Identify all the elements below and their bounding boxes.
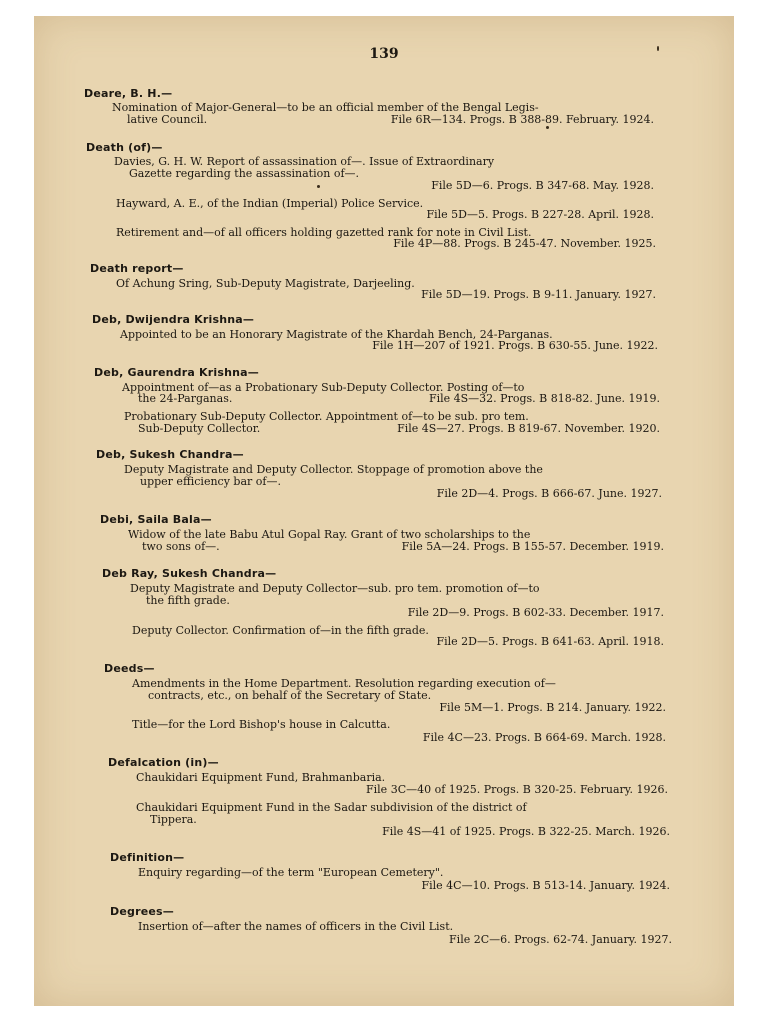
file-reference: File 4S—41 of 1925. Progs. B 322-25. March. 1926.	[382, 825, 670, 838]
file-reference: File 2C—6. Progs. 62-74. January. 1927.	[449, 933, 672, 946]
entry-text: Chaukidari Equipment Fund in the Sadar subdivision of the district of	[136, 801, 527, 814]
entry-heading: Deb, Gaurendra Krishna—	[94, 366, 259, 379]
entry-heading: Deb, Dwijendra Krishna—	[92, 313, 255, 326]
file-reference: File 4S—32. Progs. B 818-82. June. 1919.	[428, 392, 660, 405]
entry-text: Davies, G. H. W. Report of assassination of—. Issue of Extraordinary	[114, 155, 495, 168]
file-reference: File 1H—207 of 1921. Progs. B 630-55. June. 1922.	[372, 339, 658, 352]
entry-text: contracts, etc., on behalf of the Secretary of State.	[148, 689, 432, 702]
entry-text: Insertion of—after the names of officers in the Civil List.	[138, 920, 454, 933]
entry-text: Amendments in the Home Department. Resolution regarding execution of—	[132, 677, 556, 690]
paper-blemish	[657, 46, 659, 51]
entry-text: Deputy Magistrate and Deputy Collector. Stoppage of promotion above the	[124, 463, 543, 476]
file-reference: File 4C—10. Progs. B 513-14. January. 1924.	[421, 879, 670, 892]
entry-text: Enquiry regarding—of the term "European Cemetery".	[138, 866, 444, 879]
entry-text: Nomination of Major-General—to be an official member of the Bengal Legis-	[112, 101, 539, 114]
entry-heading: Degrees—	[110, 905, 174, 918]
file-reference: File 5D—5. Progs. B 227-28. April. 1928.	[426, 208, 654, 221]
entry-text: Appointed to be an Honorary Magistrate of the Khardah Bench, 24-Parganas.	[120, 328, 553, 341]
file-reference: File 3C—40 of 1925. Progs. B 320-25. February. 1926.	[366, 783, 668, 796]
entry-text: Sub-Deputy Collector.	[138, 422, 261, 435]
entry-text: Deputy Collector. Confirmation of—in the fifth grade.	[132, 624, 429, 637]
document-page	[34, 16, 734, 1006]
entry-text: Widow of the late Babu Atul Gopal Ray. Grant of two scholarships to the	[128, 528, 531, 541]
entry-heading: Deare, B. H.—	[84, 87, 173, 100]
entry-text: lative Council.	[127, 113, 208, 126]
entry-heading: Definition—	[110, 851, 185, 864]
file-reference: File 4C—23. Progs. B 664-69. March. 1928.	[422, 731, 666, 744]
entry-text: two sons of—.	[142, 540, 220, 553]
entry-text: the 24-Parganas.	[138, 392, 233, 405]
entry-heading: Debi, Saila Bala—	[100, 513, 212, 526]
file-reference: File 5M—1. Progs. B 214. January. 1922.	[439, 701, 666, 714]
paper-blemish	[317, 185, 320, 188]
file-reference: File 2D—9. Progs. B 602-33. December. 1917.	[407, 606, 664, 619]
entry-heading: Death (of)—	[86, 141, 163, 154]
entry-text: Gazette regarding the assassination of—.	[129, 167, 360, 180]
paper-blemish	[546, 126, 549, 129]
entry-heading: Deb, Sukesh Chandra—	[96, 448, 244, 461]
file-reference: File 2D—5. Progs. B 641-63. April. 1918.	[436, 635, 664, 648]
entry-text: the fifth grade.	[146, 594, 230, 607]
entry-text: upper efficiency bar of—.	[140, 475, 281, 488]
entry-heading: Deb Ray, Sukesh Chandra—	[102, 567, 277, 580]
entry-text: Appointment of—as a Probationary Sub-Deputy Collector. Posting of—to	[122, 381, 525, 394]
entry-text: Deputy Magistrate and Deputy Collector—sub. pro tem. promotion of—to	[130, 582, 540, 595]
entry-text: Of Achung Sring, Sub-Deputy Magistrate, Darjeeling.	[116, 277, 415, 290]
entry-heading: Deeds—	[104, 662, 155, 675]
file-reference: File 5A—24. Progs. B 155-57. December. 1919.	[401, 540, 664, 553]
file-reference: File 5D—6. Progs. B 347-68. May. 1928.	[431, 179, 654, 192]
file-reference: File 4S—27. Progs. B 819-67. November. 1920.	[397, 422, 660, 435]
file-reference: File 2D—4. Progs. B 666-67. June. 1927.	[436, 487, 662, 500]
entry-heading: Defalcation (in)—	[108, 756, 219, 769]
entry-text: Retirement and—of all officers holding gazetted rank for note in Civil List.	[116, 226, 532, 239]
entry-heading: Death report—	[90, 262, 184, 275]
entry-text: Title—for the Lord Bishop's house in Calcutta.	[132, 718, 391, 731]
file-reference: File 4P—88. Progs. B 245-47. November. 1925.	[393, 237, 656, 250]
entry-text: Chaukidari Equipment Fund, Brahmanbaria.	[136, 771, 386, 784]
page-number: 139	[369, 46, 399, 62]
entry-text: Hayward, A. E., of the Indian (Imperial) Police Service.	[116, 197, 424, 210]
file-reference: File 5D—19. Progs. B 9-11. January. 1927.	[421, 288, 656, 301]
file-reference: File 6R—134. Progs. B 388-89. February. 1924.	[390, 113, 654, 126]
entry-text: Tippera.	[150, 813, 197, 826]
entry-text: Probationary Sub-Deputy Collector. Appointment of—to be sub. pro tem.	[124, 410, 529, 423]
